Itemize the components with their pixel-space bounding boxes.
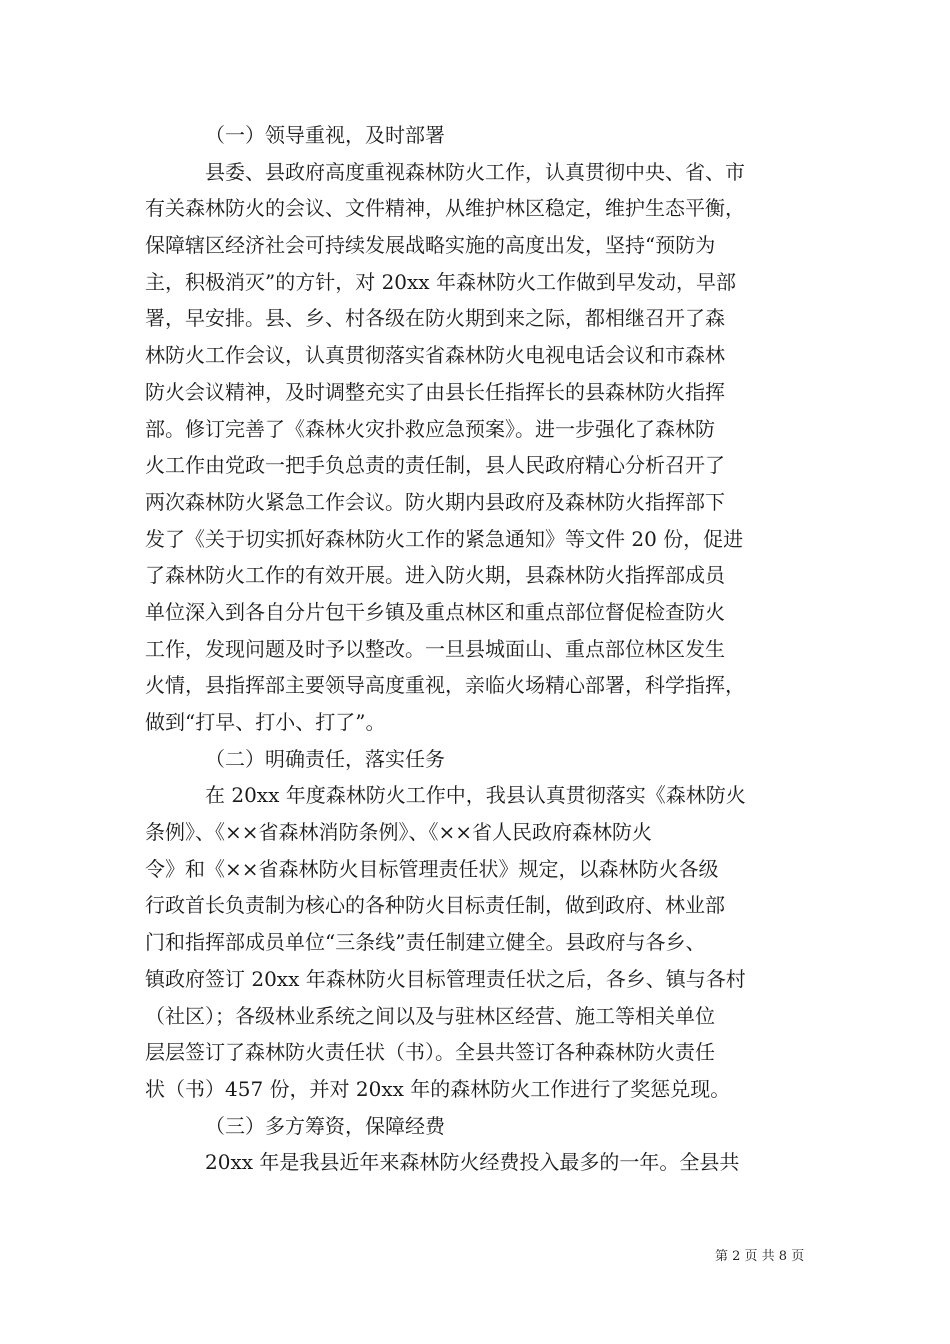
page-number: 第 2 页 共 8 页	[715, 1249, 805, 1264]
paragraph-line: 层层签订了森林防火责任状（书）。全县共签订各种森林防火责任	[145, 1040, 715, 1065]
section-heading: （一）领导重视，及时部署	[205, 123, 445, 147]
paragraph-line: 门和指挥部成员单位“三条线”责任制建立健全。县政府与各乡、	[145, 930, 706, 955]
paragraph-line: （社区）；各级林业系统之间以及与驻林区经营、施工等相关单位	[145, 1003, 715, 1028]
paragraph-line: 林防火工作会议，认真贯彻落实省森林防火电视电话会议和市森林	[145, 343, 725, 368]
paragraph-line: 县委、县政府高度重视森林防火工作，认真贯彻中央、省、市	[205, 159, 745, 184]
section-3	[145, 1108, 825, 1181]
paragraph-line: 火情，县指挥部主要领导高度重视，亲临火场精心部署，科学指挥，	[145, 673, 745, 698]
section-1	[145, 117, 825, 741]
paragraph-line: 工作，发现问题及时予以整改。一旦县城面山、重点部位林区发生	[145, 636, 725, 661]
paragraph-line: 主，积极消灭”的方针，对 20xx 年森林防火工作做到早发动，早部	[145, 269, 736, 294]
paragraph-line: 火工作由党政一把手负总责的责任制，县人民政府精心分析召开了	[145, 453, 725, 478]
paragraph-line: 部。修订完善了《森林火灾扑救应急预案》。进一步强化了森林防	[145, 416, 715, 441]
section-heading: （三）多方筹资，保障经费	[205, 1113, 445, 1138]
paragraph-line: 了森林防火工作的有效开展。进入防火期，县森林防火指挥部成员	[145, 563, 725, 588]
paragraph-line: 在 20xx 年度森林防火工作中，我县认真贯彻落实《森林防火	[205, 783, 746, 808]
paragraph-line: 镇政府签订 20xx 年森林防火目标管理责任状之后，各乡、镇与各村	[145, 966, 746, 991]
paragraph-line: 两次森林防火紧急工作会议。防火期内县政府及森林防火指挥部下	[145, 489, 725, 514]
paragraph-line: 发了《关于切实抓好森林防火工作的紧急通知》等文件 20 份，促进	[145, 526, 744, 551]
paragraph-line: 保障辖区经济社会可持续发展战略实施的高度出发，坚持“预防为	[145, 233, 716, 258]
paragraph-line: 单位深入到各自分片包干乡镇及重点林区和重点部位督促检查防火	[145, 599, 725, 624]
paragraph-line: 状（书）457 份，并对 20xx 年的森林防火工作进行了奖惩兑现。	[145, 1076, 731, 1101]
paragraph-line: 令》和《××省森林防火目标管理责任状》规定，以森林防火各级	[145, 856, 719, 881]
paragraph-line: 条例》、《××省森林消防条例》、《××省人民政府森林防火	[145, 820, 653, 845]
paragraph-line: 防火会议精神，及时调整充实了由县长任指挥长的县森林防火指挥	[145, 379, 725, 404]
paragraph-line: 行政首长负责制为核心的各种防火目标责任制，做到政府、林业部	[145, 893, 725, 918]
section-heading: （二）明确责任，落实任务	[205, 746, 445, 771]
section-2	[145, 741, 825, 1108]
paragraph-line: 署，早安排。县、乡、村各级在防火期到来之际，都相继召开了森	[145, 306, 725, 331]
document-body	[145, 117, 825, 1181]
paragraph-line: 20xx 年是我县近年来森林防火经费投入最多的一年。全县共	[205, 1150, 740, 1175]
paragraph-line: 有关森林防火的会议、文件精神，从维护林区稳定，维护生态平衡，	[145, 196, 745, 221]
paragraph-line: 做到“打早、打小、打了”。	[145, 710, 386, 734]
